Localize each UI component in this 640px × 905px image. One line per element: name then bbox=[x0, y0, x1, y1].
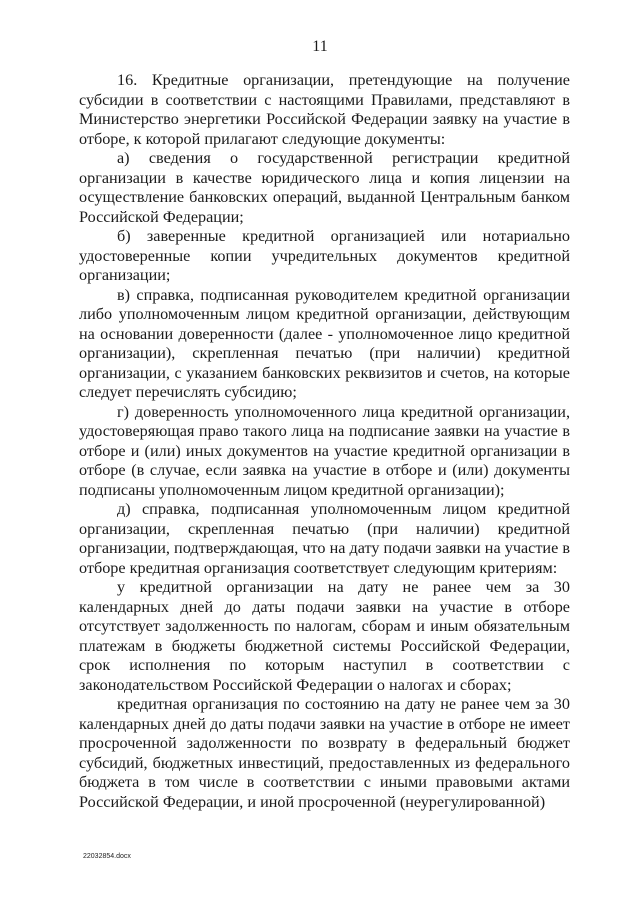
paragraph-item-b: б) заверенные кредитной организацией или нотариально удостоверенные копии учредительных документов кредитной организации; bbox=[79, 227, 570, 284]
page-number: 11 bbox=[312, 38, 328, 55]
paragraph-16: 16. Кредитные организации, претендующие на получение субсидии в соответствии с настоящими Правилами, представляют в Министерство энергетики Российской Федерации заявку на участие в отборе, к которой прилагают следующие документы: bbox=[79, 71, 570, 148]
paragraph-item-g: г) доверенность уполномоченного лица кредитной организации, удостоверяющая право такого лица на подписание заявки на участие в отборе и (или) иных документов на участие кредитной организации в отборе (в случае, если заявка на участие в отборе и (или) документы подписаны уполномоченным лицом кредитной организации); bbox=[79, 402, 570, 499]
paragraph-item-a: а) сведения о государственной регистрации кредитной организации в качестве юридического лица и копия лицензии на осуществление банковских операций, выданной Центральным банком Российской Федерации; bbox=[79, 149, 570, 226]
document-body bbox=[79, 71, 570, 812]
paragraph-criterion-debt: кредитная организация по состоянию на дату не ранее чем за 30 календарных дней до даты подачи заявки на участие в отборе не имеет просроченной задолженности по возврату в федеральный бюджет субсидий, бюджетных инвестиций, предоставленных из федерального бюджета в том числе в соответствии с иными правовыми актами Российской Федерации, и иной просроченной (неурегулированной) bbox=[79, 695, 570, 811]
footer-filename: 22032854.docx bbox=[83, 853, 131, 860]
paragraph-item-v: в) справка, подписанная руководителем кредитной организации либо уполномоченным лицом кредитной организации, действующим на основании доверенности (далее - уполномоченное лицо кредитной организации), скрепленная печатью (при наличии) кредитной организации, с указанием банковских реквизитов и счетов, на которые следует перечислять субсидию; bbox=[79, 285, 570, 401]
paragraph-item-d: д) справка, подписанная уполномоченным лицом кредитной организации, скрепленная печатью (при наличии) кредитной организации, подтверждающая, что на дату подачи заявки на участие в отборе кредитная организация соответствует следующим критериям: bbox=[79, 500, 570, 577]
paragraph-criterion-taxes: у кредитной организации на дату не ранее чем за 30 календарных дней до даты подачи заявки на участие в отборе отсутствует задолженность по налогам, сборам и иным обязательным платежам в бюджеты бюджетной системы Российской Федерации, срок исполнения по которым наступил в соответствии с законодательством Российской Федерации о налогах и сборах; bbox=[79, 578, 570, 694]
